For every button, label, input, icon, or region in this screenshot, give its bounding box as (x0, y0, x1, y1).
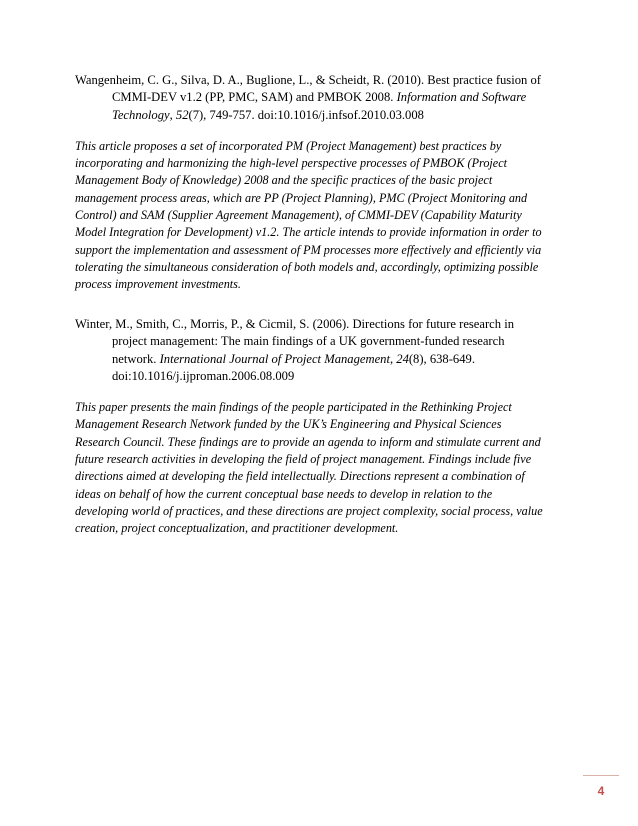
reference-abstract: This article proposes a set of incorporated PM (Project Management) best practices by incorporating and harmonizing the high-level perspective processes of PMBOK (Project Management Body of Knowledge) 2008 and the specific practices of the basic project management process areas, which are PP (Project Planning), PMC (Project Monitoring and Control) and SAM (Supplier Agreement Management), of CMMI-DEV (Capability Maturity Model Integration for Development) v1.2. The article intends to provide information in order to support the implementation and assessment of PM processes more effectively and efficiently via tolerating the simultaneous consideration of both models and, accordingly, optimizing possible process improvement investments. (75, 138, 542, 292)
citation-separator: , (169, 107, 176, 122)
citation-volume: 52 (175, 107, 189, 122)
citation-issue-pages-doi: (8), 638-649. doi:10.1016/j.ijproman.2006.08.009 (112, 351, 475, 383)
reference-citation (75, 316, 545, 385)
page-number: 4 (597, 784, 605, 798)
reference-entry (75, 72, 545, 294)
citation-journal: Information and Software Technology (112, 90, 527, 122)
reference-abstract: This paper presents the main findings of the people participated in the Rethinking Project Management Research Network funded by the UK’s Engineering and Physical Sciences Research Council. These findings are to provide an agenda to inform and stimulate current and future research activities in developing the field of project management. Findings include five directions aimed at developing the field intellectually. Directions represent a combination of ideas on behalf of how the current conceptual base needs to develop in relation to the developing world of practices, and these directions are project complexity, social process, value creation, project conceptualization, and practitioner development. (75, 400, 543, 536)
citation-authors-title: Winter, M., Smith, C., Morris, P., & Cicmil, S. (2006). Directions for future research in project management: The main findings of a UK government-funded research network. (75, 317, 515, 366)
citation-authors-title: Wangenheim, C. G., Silva, D. A., Buglione, L., & Scheidt, R. (2010). Best practice fusion of CMMI-DEV v1.2 (PP, PMC, SAM) and PMBOK 2008. (75, 73, 541, 105)
citation-separator: , (389, 351, 397, 366)
citation-volume: 24 (396, 351, 409, 366)
reference-entry (75, 316, 545, 538)
citation-issue-pages-doi: (7), 749-757. doi:10.1016/j.infsof.2010.03.008 (188, 107, 424, 122)
reference-citation (75, 72, 545, 124)
citation-journal: International Journal of Project Management (159, 351, 390, 366)
footer-divider (583, 775, 619, 776)
